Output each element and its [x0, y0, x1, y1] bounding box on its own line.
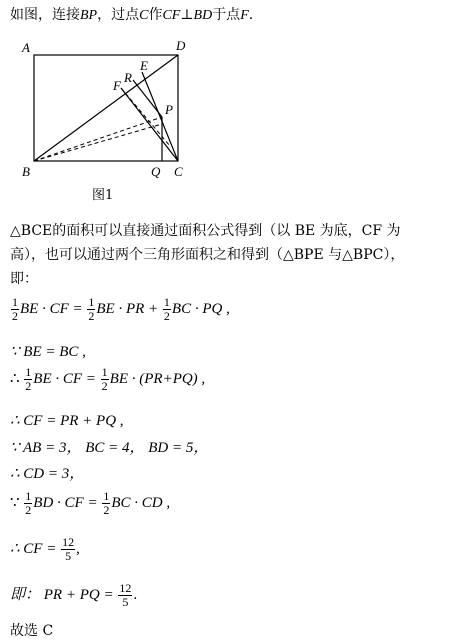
seg-cf: CF [162, 8, 181, 23]
numerator: 1 [103, 489, 110, 503]
comma: , [76, 540, 80, 557]
para-line-1: △BCE的面积可以直接通过面积公式得到（以 BE 为底，CF 为 [10, 223, 401, 239]
expr: 即： PR + PQ = [10, 586, 114, 603]
expr: BE · CF = [33, 370, 96, 387]
label-b: B [22, 164, 30, 179]
fraction-half [24, 366, 32, 393]
label-d: D [176, 38, 186, 53]
numerator: 1 [12, 295, 18, 309]
denominator: 2 [101, 379, 108, 393]
denominator: 2 [25, 379, 32, 393]
intro-text: 如图，连接 [10, 7, 80, 23]
label-a: A [22, 40, 30, 55]
step-5: ∵ AB = 3， BC = 4， BD = 5， [10, 440, 209, 456]
expr: BE · (PR+PQ) , [109, 370, 206, 387]
step-6: ∴ CD = 3， [10, 466, 85, 482]
geometry-figure [20, 34, 220, 184]
fraction-12-5 [118, 582, 132, 609]
fraction-half [101, 366, 109, 393]
point-f: F [240, 8, 249, 23]
denominator: 2 [103, 503, 110, 517]
fraction-half [102, 490, 110, 517]
perp-symbol: ⊥ [180, 7, 194, 23]
fraction-half [24, 490, 32, 517]
denominator: 2 [88, 309, 95, 323]
period: . [133, 586, 138, 603]
denominator: 2 [163, 309, 170, 323]
numerator: 12 [62, 535, 75, 549]
numerator: 1 [101, 365, 108, 379]
fraction-half [11, 296, 19, 323]
segment-cf [121, 88, 178, 161]
answer-line: 故选 C [10, 623, 54, 639]
expr: BE · PR + [96, 300, 159, 317]
expr: BC · PQ , [171, 300, 230, 317]
label-c: C [174, 164, 183, 179]
numerator: 1 [25, 365, 32, 379]
expr: ∴ CF = [10, 540, 57, 557]
dashed-bp [34, 117, 162, 161]
expr: BD · CF = [33, 494, 98, 511]
step-1 [10, 296, 230, 323]
seg-bp: BP [80, 8, 98, 23]
step-3 [10, 366, 205, 393]
expr: BC · CD , [111, 494, 171, 511]
step-2: ∵ BE = BC , [10, 344, 86, 360]
step-7 [10, 490, 170, 517]
intro-text: 作 [148, 7, 163, 23]
denominator: 2 [12, 309, 18, 323]
para-line-3: 即： [10, 271, 38, 287]
because-symbol: ∵ [10, 494, 20, 511]
label-p: P [165, 102, 173, 117]
step-8 [10, 536, 80, 563]
numerator: 1 [25, 489, 32, 503]
numerator: 12 [119, 581, 132, 595]
numerator: 1 [163, 295, 170, 309]
step-4: ∴ CF = PR + PQ , [10, 413, 124, 429]
label-e: E [140, 58, 148, 73]
intro-text: . [248, 7, 254, 23]
intro-line [10, 6, 253, 25]
intro-text: ，过点 [97, 7, 140, 23]
point-c: C [139, 8, 149, 23]
label-r: R [124, 70, 132, 85]
fraction-half [163, 296, 171, 323]
denominator: 5 [122, 595, 129, 609]
seg-bd: BD [193, 8, 213, 23]
expr: BE · CF = [20, 300, 83, 317]
numerator: 1 [88, 295, 95, 309]
para-line-2: 高），也可以通过两个三角形面积之和得到（△BPE 与△BPC）， [10, 247, 405, 263]
denominator: 5 [65, 549, 72, 563]
label-q: Q [151, 164, 161, 179]
step-9 [10, 582, 137, 609]
therefore-symbol: ∴ [10, 370, 20, 387]
fraction-12-5 [61, 536, 75, 563]
denominator: 2 [25, 503, 32, 517]
intro-text: 于点 [212, 7, 241, 23]
dashed-be [34, 124, 162, 161]
figure-caption: 图1 [92, 188, 114, 203]
fraction-half [87, 296, 95, 323]
label-f: F [113, 78, 121, 93]
